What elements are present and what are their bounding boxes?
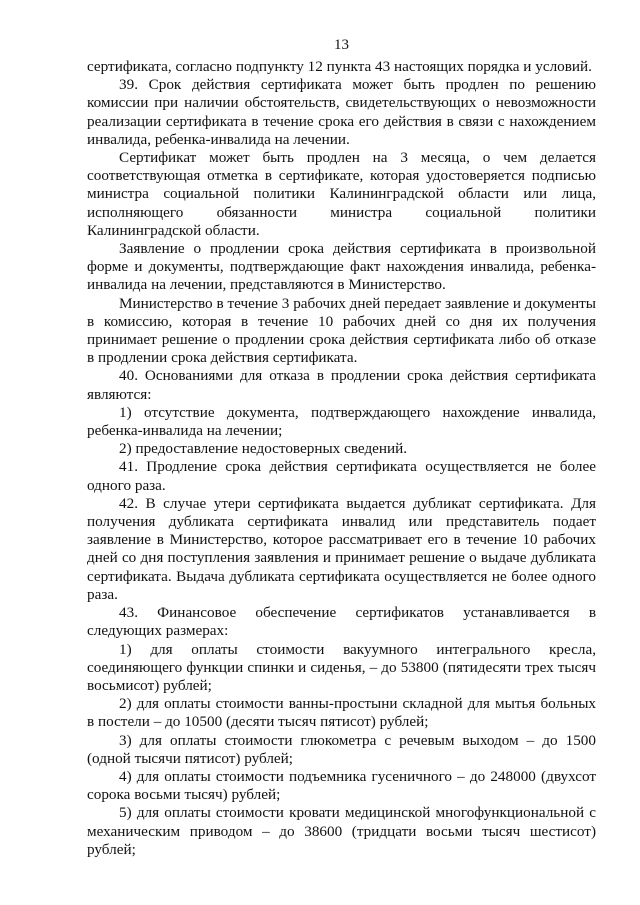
paragraph-ministry-review: Министерство в течение 3 рабочих дней передает заявление и документы в комиссию, которая в течение 10 рабочих дней со дня их получения принимает решение о продлении срока действия сертификата либо об отказе в продлении срока действия сертификата. xyxy=(87,294,596,367)
paragraph-40-item-1: 1) отсутствие документа, подтверждающего нахождение инвалида, ребенка-инвалида на лечении; xyxy=(87,403,596,440)
paragraph-41: 41. Продление срока действия сертификата осуществляется не более одного раза. xyxy=(87,458,596,494)
paragraph-39: 39. Срок действия сертификата может быть продлен по решению комиссии при наличии обстоятельств, свидетельствующих о невозможности реализации сертификата в течение срока его действия в связи с нахождением инвалида, ребенка-инвалида на лечении. xyxy=(87,76,596,148)
paragraph-43-item-5: 5) для оплаты стоимости кровати медицинской многофункциональной с механическим приводом – до 38600 (тридцати восьми тысяч шестисот) рублей; xyxy=(87,804,596,858)
paragraph-42: 42. В случае утери сертификата выдается дубликат сертификата. Для получения дубликата сертификата инвалид или представитель подает заявление в Министерство, которое рассматривает его в течение 10 рабочих дней со дня поступления заявления и принимает решение о выдаче дубликата сертификата. Выдача дубликата сертификата осуществляется не более одного раза. xyxy=(87,494,596,603)
paragraph-continuation: сертификата, согласно подпункту 12 пункта 43 настоящих порядка и условий. xyxy=(87,58,592,75)
page-number: 13 xyxy=(334,37,349,53)
paragraph-40: 40. Основаниями для отказа в продлении срока действия сертификата являются: xyxy=(87,367,596,403)
paragraph-extension-application: Заявление о продлении срока действия сертификата в произвольной форме и документы, подтверждающие факт нахождения инвалида, ребенка-инвалида на лечении, представляются в Министерство. xyxy=(87,240,596,294)
paragraph-43-item-4: 4) для оплаты стоимости подъемника гусеничного – до 248000 (двухсот сорока восьми тысяч) рублей; xyxy=(87,767,596,804)
paragraph-43-item-2: 2) для оплаты стоимости ванны-простыни складной для мытья больных в постели – до 10500 (десяти тысяч пятисот) рублей; xyxy=(87,695,596,731)
paragraph-43-item-3: 3) для оплаты стоимости глюкометра с речевым выходом – до 1500 (одной тысячи пятисот) рублей; xyxy=(87,731,596,767)
paragraph-43-item-1: 1) для оплаты стоимости вакуумного интегрального кресла, соединяющего функции спинки и сиденья, – до 53800 (пятидесяти трех тысяч восьмисот) рублей; xyxy=(87,640,596,694)
paragraph-43: 43. Финансовое обеспечение сертификатов устанавливается в следующих размерах: xyxy=(87,604,596,640)
paragraph-extension-3-months: Сертификат может быть продлен на 3 месяца, о чем делается соответствующая отметка в сертификате, которая удостоверяется подписью министра социальной политики Калининградской области или лица, исполняющего обязанности министра социальной политики Калининградской области. xyxy=(87,149,596,239)
paragraph-40-item-2: 2) предоставление недостоверных сведений. xyxy=(119,440,408,458)
